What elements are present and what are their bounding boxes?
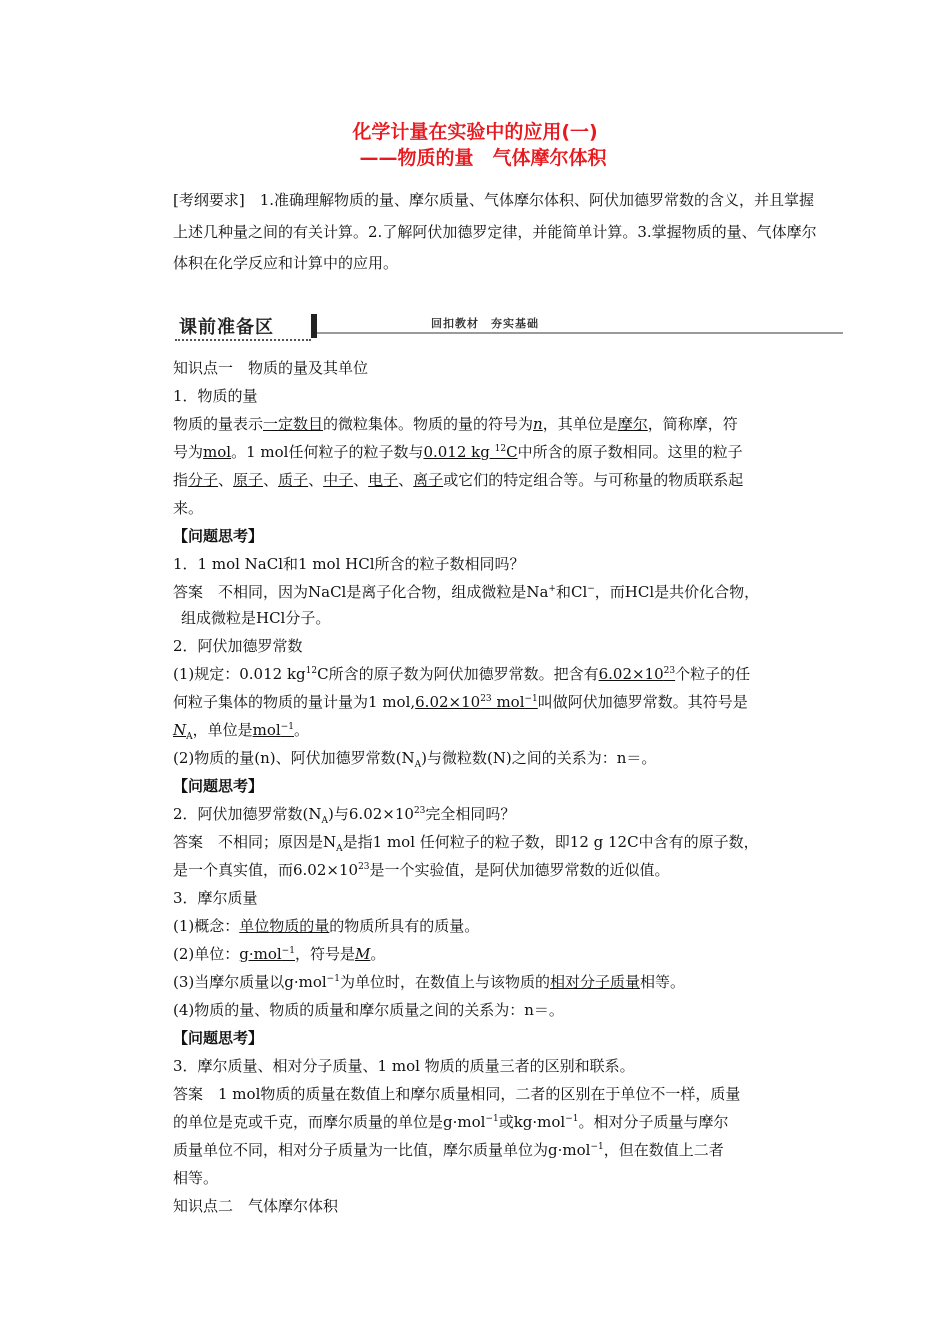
text-run: 的微粒集体。物质的量的符号为 — [323, 415, 534, 433]
paragraph-line: (1)概念：单位物质的量的物质所具有的质量。 — [173, 917, 480, 935]
answer-3: 答案 1 mol物质的质量在数值上和摩尔质量相同，二者的区别在于单位不一样，质量 — [173, 1085, 741, 1103]
fill-answer: $N_A$ — [173, 721, 193, 742]
text-run: ，简称摩，符 — [647, 415, 738, 433]
text-run: 号为 — [173, 443, 204, 461]
text-run: 或它们的特定组合等。与可称量的物质联系起 — [443, 471, 744, 489]
fill-answer: 一定数目 — [263, 415, 324, 433]
paragraph-line: (3)当摩尔质量以g·mol$^{-1}$为单位时，在数值上与该物质的相对分子质量相等。 — [173, 973, 685, 991]
question-think-label: 【问题思考】 — [173, 777, 264, 795]
paragraph-line: 指分子、原子、质子、中子、电子、离子或它们的特定组合等。与可称量的物质联系起 — [173, 471, 744, 489]
answer-2: 答案 不相同；原因是$N_A$是指1 mol 任何粒子的粒子数，即12 g 12C中含有的原子数， — [173, 833, 759, 854]
paragraph-line: (4)物质的量、物质的质量和摩尔质量之间的关系为：n＝。 — [173, 1001, 564, 1019]
paragraph-line: 来。 — [173, 499, 204, 517]
fill-answer: 中子 — [323, 471, 354, 489]
section1-heading: 知识点一 物质的量及其单位 — [173, 359, 369, 377]
fill-answer: M — [354, 945, 371, 963]
fill-answer: 相对分子质量 — [549, 973, 640, 991]
fill-answer: $6.02\times 10^{23}$ — [598, 665, 676, 683]
item1-title: 1．物质的量 — [173, 387, 258, 405]
item2-title: 2．阿伏加德罗常数 — [173, 637, 303, 655]
fill-answer: mol — [203, 443, 232, 461]
fill-answer: 摩尔 — [617, 415, 648, 433]
fill-answer: 质子 — [278, 471, 309, 489]
fill-answer: n — [533, 415, 543, 433]
answer-1: 答案 不相同，因为NaCl是离子化合物，组成微粒是Na+和Cl−，而HCl是共价化合物， — [173, 583, 760, 601]
fill-answer: 0.012 kg $^{12}$C — [423, 443, 518, 461]
title-line-2: ——物质的量 气体摩尔体积 — [359, 147, 607, 169]
paragraph-line — [173, 412, 738, 436]
text-run: 物质的量表示 — [173, 415, 264, 433]
fill-answer: 电子 — [368, 471, 399, 489]
text-run: ，其单位是 — [542, 415, 618, 433]
fill-answer: 离子 — [413, 471, 444, 489]
fill-answer: 分子 — [188, 471, 219, 489]
question-3: 3．摩尔质量、相对分子质量、1 mol 物质的质量三者的区别和联系。 — [173, 1057, 635, 1075]
text-run: 。1 mol任何粒子的粒子数与 — [231, 443, 424, 461]
answer-3-cont: 的单位是克或千克，而摩尔质量的单位是g·mol$^{-1}$或kg·mol$^{-1}$。相对分子质量与摩尔 — [173, 1113, 729, 1131]
question-2: 2．阿伏加德罗常数$(N_A)$与$6.02\times 10^{23}$完全相同吗？ — [173, 805, 516, 826]
paragraph-line: (2)物质的量(n)、阿伏加德罗常数$(N_A)$与微粒数(N)之间的关系为：n＝。 — [173, 749, 657, 770]
fill-answer: 单位物质的量 — [239, 917, 330, 935]
fill-answer: mol$^{-1}$ — [252, 721, 294, 739]
answer-3-cont: 质量单位不同，相对分子质量为一比值，摩尔质量单位为g·mol$^{-1}$，但在数值上二者 — [173, 1141, 724, 1159]
fill-answer: 原子 — [233, 471, 264, 489]
text-run: 中所含的原子数相同。这里的粒子 — [517, 443, 743, 461]
paragraph-line: $N_A$，单位是mol$^{-1}$。 — [173, 721, 309, 742]
question-think-label: 【问题思考】 — [173, 527, 264, 545]
answer-3-cont: 相等。 — [173, 1169, 219, 1187]
banner-bar — [311, 314, 317, 338]
paragraph-line: (2)单位：g·mol$^{-1}$，符号是M。 — [173, 945, 386, 963]
fill-answer: $6.02\times 10^{23}$ mol$^{-1}$ — [415, 693, 538, 711]
title-line-1: 化学计量在实验中的应用(一) — [352, 121, 598, 143]
paragraph-line — [173, 440, 743, 464]
paragraph-line: 何粒子集体的物质的量计量为1 $mol,6.02\times 10^{23}$ mol$^{-1}$叫做阿伏加德罗常数。其符号是 — [173, 693, 748, 711]
text-run: 指 — [173, 471, 189, 489]
banner-subtitle: 回扣教材 夯实基础 — [431, 317, 539, 330]
section-banner — [175, 312, 843, 340]
paragraph-line: (1)规定：0.012 $kg^{12}C$所含的原子数为阿伏加德罗常数。把含有$6.02\times 10^{23}$个粒子的任 — [173, 665, 751, 683]
exam-requirements: [考纲要求] 1.准确理解物质的量、摩尔质量、气体摩尔体积、阿伏加德罗常数的含义，并且掌握上述几种量之间的有关计算。2.了解阿伏加德罗定律，并能简单计算。3.掌握物质的量、气体摩尔体积在化学反应和计算中的应用。 — [173, 191, 817, 272]
banner-rule — [317, 332, 843, 334]
fill-answer: g·mol$^{-1}$ — [239, 945, 295, 963]
question-think-label: 【问题思考】 — [173, 1029, 264, 1047]
answer-1-cont: 组成微粒是HCl分子。 — [181, 609, 331, 627]
section2-heading: 知识点二 气体摩尔体积 — [173, 1197, 339, 1215]
item3-title: 3．摩尔质量 — [173, 889, 258, 907]
banner-title: 课前准备区 — [179, 317, 274, 338]
banner-dotted-line — [175, 339, 311, 341]
answer-2-cont: 是一个真实值，而$6.02\times 10^{23}$是一个实验值，是阿伏加德罗常数的近似值。 — [173, 861, 670, 879]
question-1: 1．1 mol NaCl和1 mol HCl所含的粒子数相同吗？ — [173, 555, 525, 573]
